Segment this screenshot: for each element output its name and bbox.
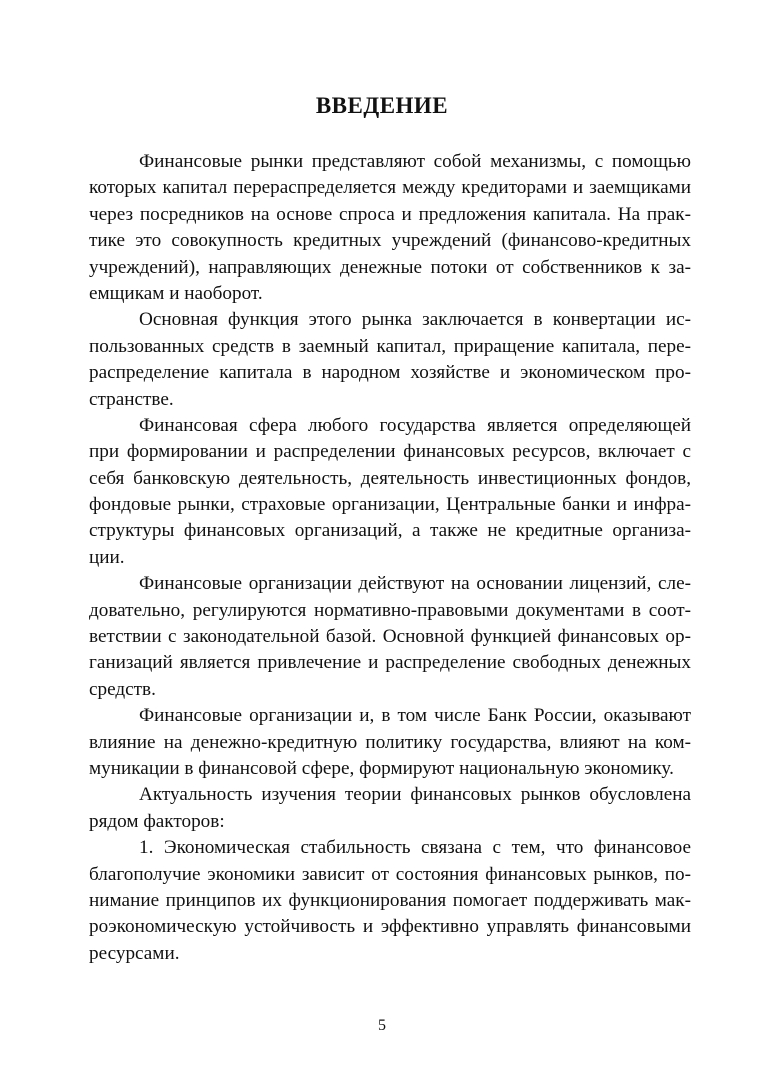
text-line: рядом факторов: [89, 810, 225, 832]
paragraph [89, 307, 691, 413]
text-line: которых капитал перераспределяется между кредиторами и заемщиками [89, 177, 691, 199]
text-line: ции. [89, 546, 125, 568]
text-line: муникации в финансовой сфере, формируют национальную экономику. [89, 757, 674, 779]
text-line: влияние на денежно-кредитную политику государства, влияют на ком- [89, 731, 691, 753]
text-line: ганизаций является привлечение и распределение свободных денежных [89, 652, 691, 674]
text-line: Финансовые рынки представляют собой механизмы, с помощью [139, 151, 691, 172]
text-line: странстве. [89, 388, 174, 410]
text-line: Финансовые организации действуют на основании лицензий, сле- [139, 573, 691, 595]
text-line: нимание принципов их функционирования помогает поддерживать мак- [89, 889, 691, 911]
text-line: ресурсами. [89, 942, 180, 964]
text-line: фондовые рынки, страховые организации, Центральные банки и инфра- [89, 494, 691, 516]
text-line: 1. Экономическая стабильность связана с тем, что финансовое [139, 837, 691, 859]
body-text [89, 149, 691, 967]
text-line: Финансовая сфера любого государства является определяющей [139, 414, 691, 436]
text-line: ветствии с законодательной базой. Основной функцией финансовых ор- [89, 626, 691, 648]
paragraph [89, 782, 691, 835]
page-number: 5 [378, 1017, 386, 1034]
text-line: Основная функция этого рынка заключается в конвертации ис- [139, 309, 691, 331]
page-title: ВВЕДЕНИЕ [315, 93, 449, 118]
paragraph [89, 571, 691, 703]
text-line: роэкономическую устойчивость и эффективно управлять финансовыми [89, 916, 691, 938]
text-line: благополучие экономики зависит от состояния финансовых рынков, по- [89, 863, 691, 885]
text-line: средств. [89, 678, 156, 700]
text-line: Финансовые организации и, в том числе Банк России, оказывают [139, 705, 691, 727]
paragraph [89, 149, 691, 307]
text-line: при формировании и распределении финансовых ресурсов, включает с [89, 441, 691, 463]
paragraph [89, 703, 691, 782]
text-line: распределение капитала в народном хозяйстве и экономическом про- [89, 362, 691, 384]
text-line: пользованных средств в заемный капитал, приращение капитала, пере- [89, 335, 691, 357]
text-line: емщикам и наоборот. [89, 282, 263, 304]
paragraph [89, 835, 691, 967]
paragraph [89, 413, 691, 571]
text-line: структуры финансовых организаций, а также не кредитные организа- [89, 520, 691, 542]
text-line: учреждений), направляющих денежные потоки от собственников к за- [89, 256, 691, 278]
text-line: тике это совокупность кредитных учреждений (финансово-кредитных [89, 230, 691, 252]
text-line: через посредников на основе спроса и предложения капитала. На прак- [89, 203, 691, 225]
text-line: Актуальность изучения теории финансовых рынков обусловлена [139, 784, 691, 806]
text-line: довательно, регулируются нормативно-правовыми документами в соот- [89, 599, 691, 621]
text-line: себя банковскую деятельность, деятельность инвестиционных фондов, [89, 467, 691, 489]
